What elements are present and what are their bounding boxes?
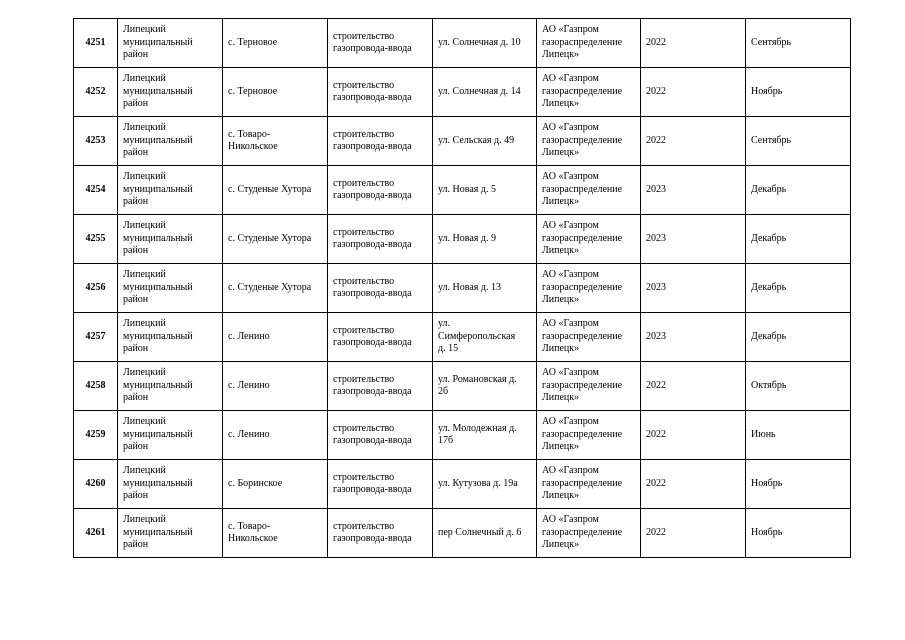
- year-cell: 2022: [641, 19, 746, 68]
- district-cell: Липецкий муниципальный район: [118, 166, 223, 215]
- organization-cell: АО «Газпром газораспределение Липецк»: [537, 117, 641, 166]
- month-cell: Декабрь: [746, 166, 851, 215]
- address-cell: ул. Молодежная д. 17б: [433, 411, 537, 460]
- settlement-cell: с. Ленино: [223, 411, 328, 460]
- table-row: [74, 362, 851, 411]
- district-cell: Липецкий муниципальный район: [118, 19, 223, 68]
- district-cell: Липецкий муниципальный район: [118, 117, 223, 166]
- work-type-cell: строительство газопровода-ввода: [328, 19, 433, 68]
- address-cell: ул. Сельская д. 49: [433, 117, 537, 166]
- work-type-cell: строительство газопровода-ввода: [328, 313, 433, 362]
- table-row: [74, 166, 851, 215]
- district-cell: Липецкий муниципальный район: [118, 264, 223, 313]
- organization-cell: АО «Газпром газораспределение Липецк»: [537, 19, 641, 68]
- address-cell: ул. Романовская д. 2б: [433, 362, 537, 411]
- table-row: [74, 509, 851, 558]
- organization-cell: АО «Газпром газораспределение Липецк»: [537, 362, 641, 411]
- row-number-cell: 4253: [74, 117, 118, 166]
- table-row: [74, 19, 851, 68]
- settlement-cell: с. Студеные Хутора: [223, 215, 328, 264]
- work-type-cell: строительство газопровода-ввода: [328, 166, 433, 215]
- row-number-cell: 4254: [74, 166, 118, 215]
- row-number-cell: 4256: [74, 264, 118, 313]
- month-cell: Декабрь: [746, 313, 851, 362]
- organization-cell: АО «Газпром газораспределение Липецк»: [537, 411, 641, 460]
- settlement-cell: с. Боринское: [223, 460, 328, 509]
- row-number-cell: 4255: [74, 215, 118, 264]
- address-cell: ул. Симферопольская д. 15: [433, 313, 537, 362]
- year-cell: 2022: [641, 117, 746, 166]
- district-cell: Липецкий муниципальный район: [118, 313, 223, 362]
- district-cell: Липецкий муниципальный район: [118, 509, 223, 558]
- month-cell: Ноябрь: [746, 460, 851, 509]
- gas-pipeline-schedule-table: [73, 18, 851, 558]
- table-body: [74, 19, 851, 558]
- month-cell: Декабрь: [746, 215, 851, 264]
- work-type-cell: строительство газопровода-ввода: [328, 460, 433, 509]
- settlement-cell: с. Товаро- Никольское: [223, 509, 328, 558]
- district-cell: Липецкий муниципальный район: [118, 215, 223, 264]
- month-cell: Сентябрь: [746, 19, 851, 68]
- district-cell: Липецкий муниципальный район: [118, 460, 223, 509]
- year-cell: 2022: [641, 411, 746, 460]
- table-row: [74, 117, 851, 166]
- work-type-cell: строительство газопровода-ввода: [328, 68, 433, 117]
- address-cell: ул. Кутузова д. 19а: [433, 460, 537, 509]
- row-number-cell: 4257: [74, 313, 118, 362]
- organization-cell: АО «Газпром газораспределение Липецк»: [537, 264, 641, 313]
- month-cell: Сентябрь: [746, 117, 851, 166]
- settlement-cell: с. Ленино: [223, 362, 328, 411]
- address-cell: ул. Новая д. 13: [433, 264, 537, 313]
- work-type-cell: строительство газопровода-ввода: [328, 215, 433, 264]
- settlement-cell: с. Терновое: [223, 19, 328, 68]
- organization-cell: АО «Газпром газораспределение Липецк»: [537, 215, 641, 264]
- month-cell: Ноябрь: [746, 68, 851, 117]
- month-cell: Декабрь: [746, 264, 851, 313]
- month-cell: Июнь: [746, 411, 851, 460]
- settlement-cell: с. Терновое: [223, 68, 328, 117]
- settlement-cell: с. Товаро- Никольское: [223, 117, 328, 166]
- settlement-cell: с. Ленино: [223, 313, 328, 362]
- settlement-cell: с. Студеные Хутора: [223, 166, 328, 215]
- year-cell: 2023: [641, 264, 746, 313]
- row-number-cell: 4252: [74, 68, 118, 117]
- organization-cell: АО «Газпром газораспределение Липецк»: [537, 166, 641, 215]
- district-cell: Липецкий муниципальный район: [118, 411, 223, 460]
- year-cell: 2022: [641, 68, 746, 117]
- month-cell: Октябрь: [746, 362, 851, 411]
- address-cell: ул. Новая д. 9: [433, 215, 537, 264]
- row-number-cell: 4261: [74, 509, 118, 558]
- table-row: [74, 68, 851, 117]
- year-cell: 2023: [641, 215, 746, 264]
- address-cell: ул. Солнечная д. 10: [433, 19, 537, 68]
- address-cell: ул. Солнечная д. 14: [433, 68, 537, 117]
- year-cell: 2023: [641, 313, 746, 362]
- work-type-cell: строительство газопровода-ввода: [328, 362, 433, 411]
- work-type-cell: строительство газопровода-ввода: [328, 264, 433, 313]
- table-row: [74, 411, 851, 460]
- organization-cell: АО «Газпром газораспределение Липецк»: [537, 68, 641, 117]
- year-cell: 2022: [641, 509, 746, 558]
- organization-cell: АО «Газпром газораспределение Липецк»: [537, 460, 641, 509]
- year-cell: 2022: [641, 460, 746, 509]
- work-type-cell: строительство газопровода-ввода: [328, 509, 433, 558]
- row-number-cell: 4260: [74, 460, 118, 509]
- row-number-cell: 4258: [74, 362, 118, 411]
- year-cell: 2022: [641, 362, 746, 411]
- organization-cell: АО «Газпром газораспределение Липецк»: [537, 313, 641, 362]
- year-cell: 2023: [641, 166, 746, 215]
- address-cell: пер Солнечный д. 6: [433, 509, 537, 558]
- row-number-cell: 4251: [74, 19, 118, 68]
- row-number-cell: 4259: [74, 411, 118, 460]
- work-type-cell: строительство газопровода-ввода: [328, 117, 433, 166]
- table-row: [74, 460, 851, 509]
- work-type-cell: строительство газопровода-ввода: [328, 411, 433, 460]
- settlement-cell: с. Студеные Хутора: [223, 264, 328, 313]
- table-row: [74, 264, 851, 313]
- month-cell: Ноябрь: [746, 509, 851, 558]
- table-row: [74, 313, 851, 362]
- district-cell: Липецкий муниципальный район: [118, 68, 223, 117]
- district-cell: Липецкий муниципальный район: [118, 362, 223, 411]
- table-row: [74, 215, 851, 264]
- organization-cell: АО «Газпром газораспределение Липецк»: [537, 509, 641, 558]
- address-cell: ул. Новая д. 5: [433, 166, 537, 215]
